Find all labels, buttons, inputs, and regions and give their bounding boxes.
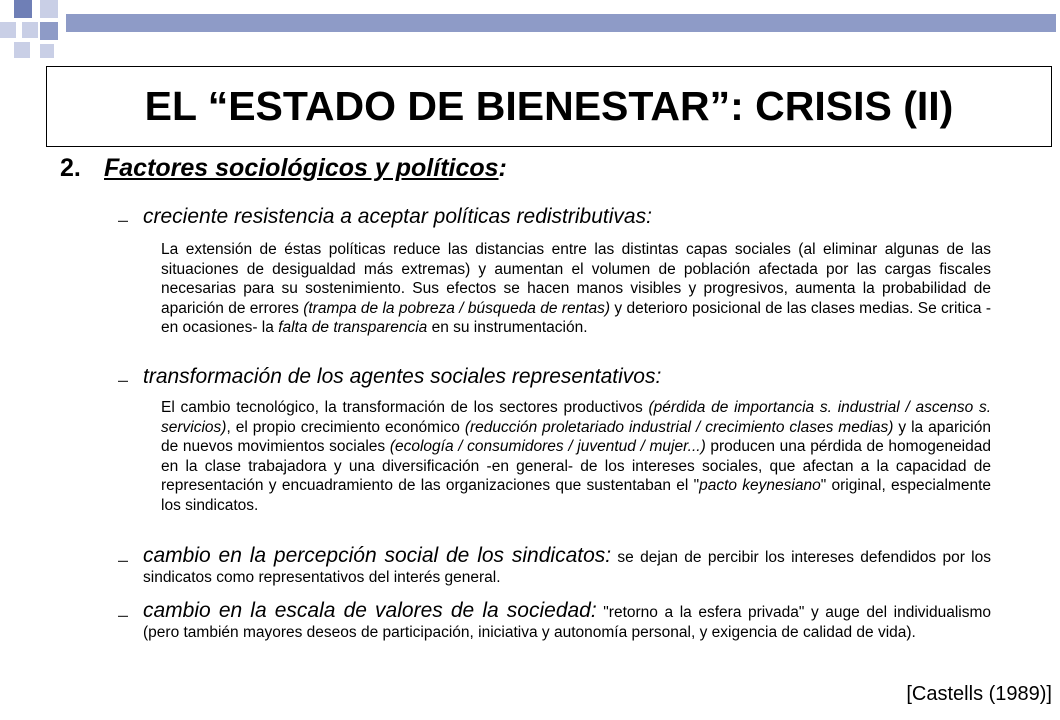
deco-square: [40, 44, 54, 58]
text-run-italic: (ecología / consumidores / juventud / mujer...): [389, 438, 706, 455]
bullet-heading-1: creciente resistencia a aceptar políticas redistributivas:: [143, 205, 652, 228]
header-bar: [66, 14, 1056, 32]
deco-square: [14, 42, 30, 58]
text-run-italic: falta de transparencia: [278, 319, 428, 336]
text-run: y deterioro posicional de las clases medias. Se critica -en ocasiones- la: [161, 299, 991, 336]
citation: [Castells (1989)]: [906, 683, 1052, 705]
deco-square: [22, 22, 38, 38]
bullet-marker: –: [118, 550, 129, 570]
title-frame-bottom: [46, 146, 1052, 147]
text-run-italic: (reducción proletariado industrial / crecimiento clases medias): [464, 418, 894, 436]
text-run-italic: pacto keynesiano: [699, 477, 821, 494]
text-run: y la aparición de nuevos movimientos sociales: [161, 418, 991, 455]
section-colon: :: [498, 154, 507, 182]
section-number: 2.: [60, 154, 81, 182]
text-run: en su instrumentación.: [427, 319, 588, 336]
text-run-italic: (pérdida de importancia s. industrial / ascenso s. servicios): [161, 399, 991, 436]
bullet-heading-2: transformación de los agentes sociales representativos:: [143, 365, 662, 388]
bullet-paragraph-2: [161, 398, 991, 515]
bullet-heading-3: cambio en la percepción social de los sindicatos:: [143, 544, 612, 567]
deco-square: [0, 22, 16, 38]
text-run: , el propio crecimiento económico: [226, 418, 465, 436]
bullet-marker: –: [118, 605, 129, 625]
text-run: " original, especialmente los sindicatos.: [161, 477, 991, 514]
bullet-heading-4: cambio en la escala de valores de la sociedad:: [143, 599, 597, 622]
bullet-paragraph-3: [143, 546, 991, 588]
text-run: El cambio tecnológico, la transformación de los sectores productivos: [161, 399, 649, 416]
deco-square: [40, 0, 58, 18]
section-title: Factores sociológicos y políticos: [104, 154, 499, 182]
text-run: se dejan de percibir los intereses defendidos por los sindicatos como representativos del interés general.: [143, 549, 991, 586]
text-run-italic: (trampa de la pobreza / búsqueda de rentas): [303, 299, 611, 317]
text-run: "retorno a la esfera privada" y auge del individualismo (pero también mayores deseos de participación, iniciativa y autonomía personal, y exigencia de calidad de vida).: [143, 604, 991, 641]
slide-title: EL “ESTADO DE BIENESTAR”: CRISIS (II): [144, 83, 954, 129]
text-run: La extensión de éstas políticas reduce las distancias entre las distintas capas sociales (al eliminar algunas de las situaciones de desigualdad más extremas) y aumentan el volumen de población afectada por las cargas fiscales necesarias para su sostenimiento. Sus efectos se hacen manos visibles y progresivos, aumenta la probabilidad de aparición de errores: [161, 241, 991, 317]
section-heading: [60, 154, 507, 183]
text-run: producen una pérdida de homogeneidad en la clase trabajadora y una diversificación -en general- de los intereses sociales, que afectan a la capacidad de representación y encuadramiento de las organizaciones que sustentaban el ": [161, 438, 991, 494]
bullet-marker: –: [118, 210, 129, 230]
bullet-marker: –: [118, 370, 129, 390]
bullet-paragraph-4: [143, 601, 991, 643]
deco-square: [40, 22, 58, 40]
deco-square: [14, 0, 32, 18]
bullet-paragraph-1: [161, 240, 991, 338]
